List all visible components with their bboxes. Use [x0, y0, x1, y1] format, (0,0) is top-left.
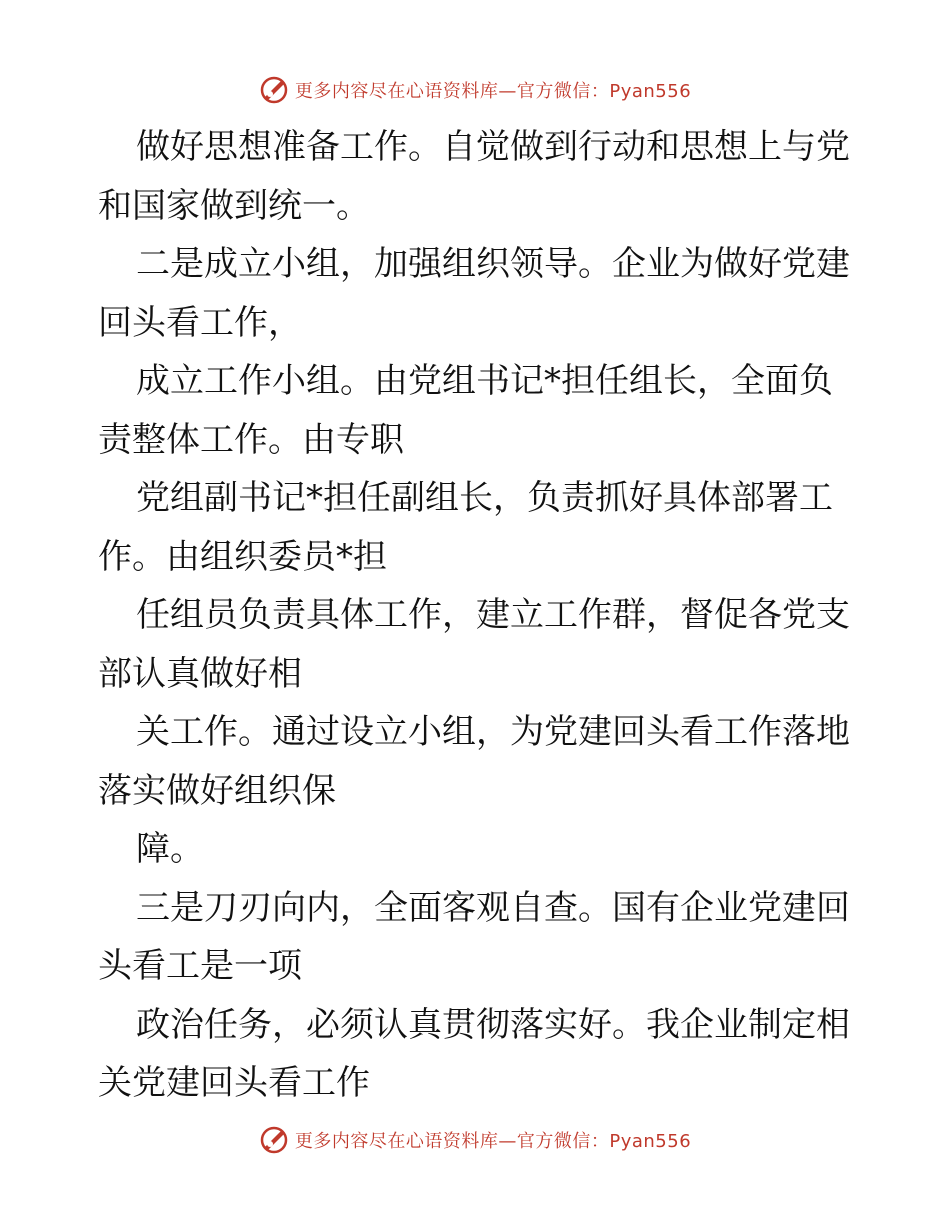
text-line: 责整体工作。由专职	[98, 419, 404, 460]
watermark-wechat-id: Pyan556	[609, 1131, 692, 1152]
brush-logo-icon	[259, 75, 289, 105]
watermark-text	[295, 77, 691, 103]
watermark-text	[295, 1127, 691, 1153]
text-line: 关工作。通过设立小组，为党建回头看工作落地	[136, 712, 850, 752]
watermark-wechat-label: 官方微信：	[516, 1131, 610, 1152]
brush-logo-icon	[259, 1125, 289, 1155]
header-watermark	[0, 70, 950, 110]
text-line: 二是成立小组，加强组织领导。企业为做好党建	[136, 244, 850, 284]
text-line: 任组员负责具体工作，建立工作群，督促各党支	[136, 595, 850, 635]
text-line: 和国家做到统一。	[98, 185, 370, 226]
watermark-main: 更多内容尽在心语资料库	[294, 1131, 499, 1152]
watermark-main: 更多内容尽在心语资料库	[294, 81, 499, 102]
watermark-dash: —	[498, 81, 517, 102]
watermark-dash: —	[498, 1131, 517, 1152]
text-line: 落实做好组织保	[98, 770, 336, 811]
text-line: 成立工作小组。由党组书记*担任组长，全面负	[136, 361, 833, 401]
text-line: 回头看工作，	[98, 302, 302, 343]
text-line: 三是刀刃向内，全面客观自查。国有企业党建回	[136, 887, 850, 928]
document-body	[98, 118, 858, 1113]
text-line: 部认真做好相	[98, 653, 302, 694]
text-line: 政治任务，必须认真贯彻落实好。我企业制定相	[136, 1004, 850, 1045]
text-line: 头看工是一项	[98, 946, 302, 986]
text-line: 关党建回头看工作	[98, 1063, 370, 1103]
text-line: 障。	[136, 829, 204, 869]
watermark-wechat-id: Pyan556	[609, 81, 692, 102]
text-line: 党组副书记*担任副组长，负责抓好具体部署工	[136, 478, 833, 518]
text-line: 做好思想准备工作。自觉做到行动和思想上与党	[136, 127, 850, 167]
footer-watermark	[0, 1120, 950, 1160]
text-line: 作。由组织委员*担	[98, 536, 387, 577]
watermark-wechat-label: 官方微信：	[516, 81, 610, 102]
